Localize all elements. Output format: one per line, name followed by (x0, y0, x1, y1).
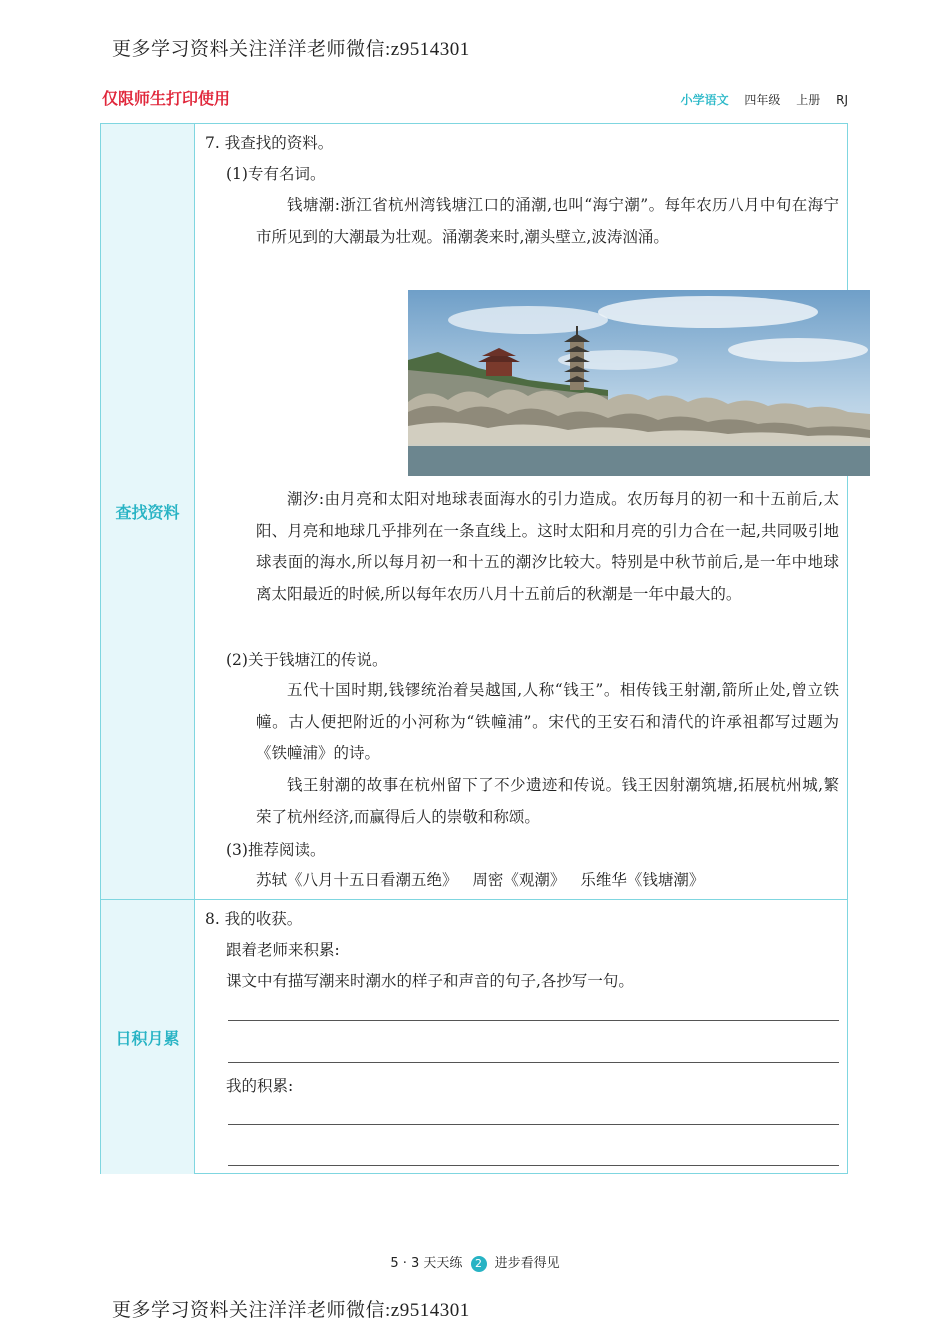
section-research (101, 124, 847, 900)
worksheet-table (100, 123, 848, 1174)
tidal-bore-illustration (408, 290, 870, 476)
tidal-bore-photo (408, 290, 870, 476)
section-accumulate (101, 900, 847, 1174)
footer-series: 5 · 3 天天练 (390, 1256, 463, 1271)
writing-line-4[interactable] (228, 1165, 839, 1166)
section-research-label-cell (101, 124, 195, 899)
footer-badge: 2 (471, 1256, 487, 1272)
book-subject: 小学语文 (680, 93, 729, 107)
book-volume: 上册 (796, 93, 821, 107)
my-accumulation-label: 我的积累: (226, 1077, 294, 1095)
print-note: 仅限师生打印使用 (102, 89, 231, 108)
watermark-bottom: 更多学习资料关注洋洋老师微信:z9514301 (112, 1300, 470, 1321)
page-footer (0, 1252, 950, 1272)
para-legend-2: 钱王射潮的故事在杭州留下了不少遗迹和传说。钱王因射潮筑塘,拓展杭州城,繁荣了杭州经济,而赢得后人的崇敬和称颂。 (256, 776, 839, 826)
para-qiantang-tide: 钱塘潮:浙江省杭州湾钱塘江口的涌潮,也叫“海宁潮”。每年农历八月中旬在海宁市所见到的大潮最为壮观。涌潮袭来时,潮头壁立,波涛汹涌。 (256, 196, 839, 246)
subheading-reading: (3)推荐阅读。 (226, 841, 326, 859)
para-tides: 潮汐:由月亮和太阳对地球表面海水的引力造成。农历每月的初一和十五前后,太阳、月亮和地球几乎排列在一条直线上。这时太阳和月亮的引力合在一起,共同吸引地球表面的海水,所以每月初一和十五的潮汐比较大。特别是中秋节前后,是一年中地球离太阳最近的时候,所以每年农历八月十五前后的秋潮是一年中最大的。 (256, 490, 839, 603)
book-grade: 四年级 (744, 93, 781, 107)
section-research-label: 查找资料 (115, 503, 180, 522)
question-7-heading: 7. 我查找的资料。 (205, 134, 334, 152)
section-research-content (194, 124, 847, 899)
book-info (669, 91, 848, 108)
follow-teacher-label: 跟着老师来积累: (226, 941, 340, 959)
section-accumulate-label-cell (101, 900, 195, 1174)
copy-task-instruction: 课文中有描写潮来时潮水的样子和声音的句子,各抄写一句。 (226, 972, 634, 990)
section-accumulate-label: 日积月累 (115, 1028, 180, 1048)
para-legend-1: 五代十国时期,钱镠统治着吴越国,人称“钱王”。相传钱王射潮,箭所止处,曾立铁幢。古人便把附近的小河称为“铁幢浦”。宋代的王安石和清代的许承祖都写过题为《铁幢浦》的诗。 (256, 681, 839, 762)
section-accumulate-content (194, 900, 847, 1174)
footer-slogan: 进步看得见 (494, 1256, 560, 1271)
subheading-proper-nouns: (1)专有名词。 (226, 165, 326, 183)
question-8-heading: 8. 我的收获。 (205, 910, 303, 928)
subheading-legend: (2)关于钱塘江的传说。 (226, 651, 388, 669)
writing-line-2[interactable] (228, 1062, 839, 1063)
writing-line-3[interactable] (228, 1124, 839, 1125)
watermark-top: 更多学习资料关注洋洋老师微信:z9514301 (112, 39, 470, 60)
recommended-reading: 苏轼《八月十五日看潮五绝》 周密《观潮》 乐维华《钱塘潮》 (256, 871, 705, 889)
book-edition: RJ (836, 93, 848, 107)
writing-line-1[interactable] (228, 1020, 839, 1021)
